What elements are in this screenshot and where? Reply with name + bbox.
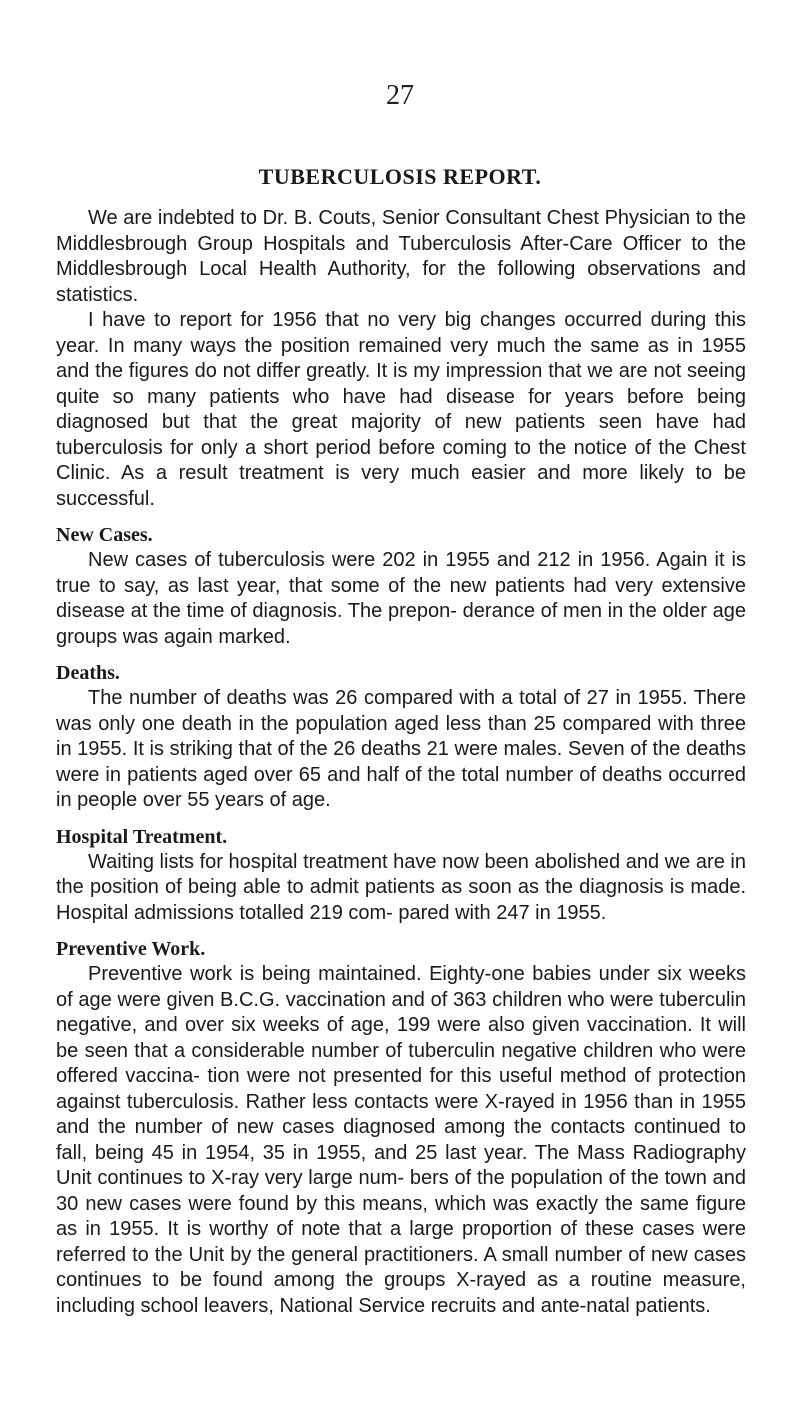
intro-paragraph: We are indebted to Dr. B. Couts, Senior Consultant Chest Physician to the Middlesbrough Group Hospitals and Tuberculosis After-Care Officer to the Middlesbrough Local Health Authority, for the following observations and statistics. [56, 207, 746, 306]
section-paragraph: The number of deaths was 26 compared with a total of 27 in 1955. There was only one death in the population aged less than 25 compared with three in 1955. It is striking that of the 26 deaths 21 were males. Seven of the deaths were in patients aged over 65 and half of the total number of deaths occurred in people over 55 years of age. [56, 687, 746, 811]
section-heading: Hospital Treatment. [56, 825, 228, 848]
section-heading: Deaths. [56, 662, 120, 684]
section-paragraph: New cases of tuberculosis were 202 in 1955 and 212 in 1956. Again it is true to say, as last year, that some of the new patients had very extensive disease at the time of diagnosis. The prepon- derance of men in the older age groups was again marked. [56, 549, 746, 648]
section-hospital-treatment [56, 824, 746, 927]
report-body [56, 206, 746, 1319]
page-title: TUBERCULOSIS REPORT. [258, 164, 542, 189]
intro-paragraph: I have to report for 1956 that no very big changes occurred during this year. In many ways the position remained very much the same as in 1955 and the figures do not differ greatly. It is my impression that we are not seeing quite so many patients who have had disease for years before being diagnosed but that the great majority of new patients seen have had tuberculosis for only a short period before coming to the notice of the Chest Clinic. As a result treatment is very much easier and more likely to be successful. [56, 309, 746, 510]
section-new-cases [56, 522, 746, 650]
page-number: 27 [386, 80, 414, 111]
section-heading: New Cases. [56, 524, 153, 546]
section-deaths [56, 660, 746, 814]
section-paragraph: Waiting lists for hospital treatment have now been abolished and we are in the position of being able to admit patients as soon as the diagnosis is made. Hospital admissions totalled 219 com- pared with 247 in 1955. [56, 850, 746, 924]
section-heading: Preventive Work. [56, 938, 206, 960]
section-preventive-work [56, 936, 746, 1319]
section-paragraph: Preventive work is being maintained. Eighty-one babies under six weeks of age were given B.C.G. vaccination and of 363 children who were tuberculin negative, and over six weeks of age, 199 were also given vaccination. It will be seen that a considerable number of tuberculin negative children who were offered vaccina- tion were not presented for this useful method of protection against tuberculosis. Rather less contacts were X-rayed in 1956 than in 1955 and the number of new cases diagnosed among the contacts continued to fall, being 45 in 1954, 35 in 1955, and 25 last year. The Mass Radiography Unit continues to X-ray very large num- bers of the population of the town and 30 new cases were found by this means, which was exactly the same figure as in 1955. It is worthy of note that a large proportion of these cases were referred to the Unit by the general practitioners. A small number of new cases continues to be found among the groups X-rayed as a routine measure, including school leavers, National Service recruits and ante-natal patients. [56, 963, 746, 1317]
